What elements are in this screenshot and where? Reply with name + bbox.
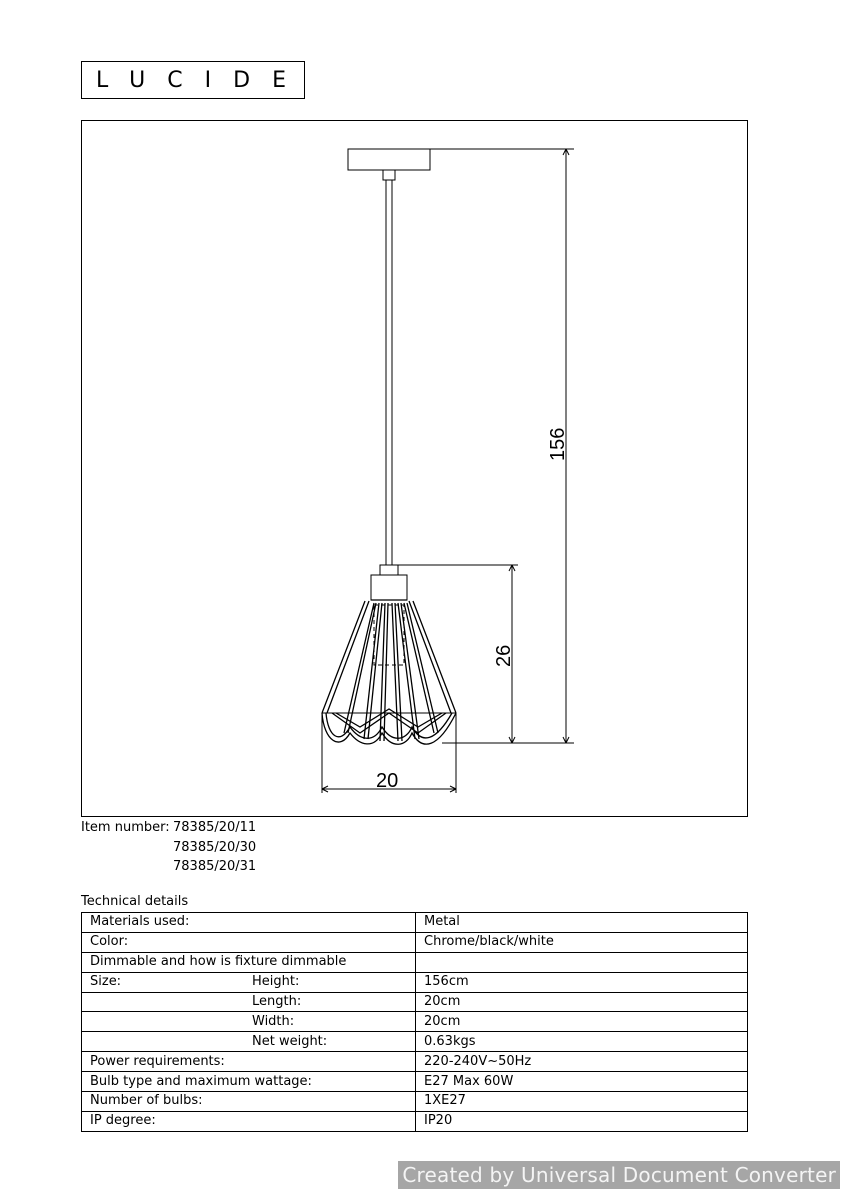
- item-number: 78385/20/31: [173, 859, 257, 874]
- brand-logo: [81, 61, 308, 99]
- dim-label-total-height: 156: [547, 427, 569, 461]
- table-row: Bulb type and maximum wattage: E27 Max 60W: [82, 1072, 748, 1092]
- technical-details-table: [81, 912, 748, 1132]
- pendant-lamp-drawing: [82, 121, 749, 818]
- table-row: Dimmable and how is fixture dimmable: [82, 952, 748, 972]
- lamp-holder: [371, 575, 407, 600]
- item-number-label: Item number:: [81, 820, 170, 835]
- item-number: 78385/20/11: [173, 820, 257, 835]
- table-row: Number of bulbs: 1XE27: [82, 1092, 748, 1112]
- ceiling-canopy: [348, 149, 430, 170]
- lamp-holder-top: [380, 565, 398, 575]
- table-row: Net weight: 0.63kgs: [82, 1032, 748, 1052]
- canopy-connector: [383, 170, 395, 180]
- technical-drawing: [81, 120, 748, 817]
- item-number: 78385/20/30: [173, 839, 257, 855]
- table-row: Color: Chrome/black/white: [82, 932, 748, 952]
- table-row: Width: 20cm: [82, 1012, 748, 1032]
- table-row: Length: 20cm: [82, 992, 748, 1012]
- technical-details-title: Technical details: [81, 894, 189, 909]
- table-row: Materials used: Metal: [82, 913, 748, 933]
- cage-shade: [322, 600, 456, 744]
- table-row: IP degree: IP20: [82, 1111, 748, 1131]
- brand-logo-text: LUCIDE: [96, 67, 308, 93]
- converter-watermark: Created by Universal Document Converter: [398, 1161, 840, 1189]
- dim-label-shade-height: 26: [493, 644, 515, 667]
- dim-label-width: 20: [376, 770, 399, 792]
- table-row: Size: Height: 156cm: [82, 972, 748, 992]
- table-row: Power requirements: 220-240V~50Hz: [82, 1052, 748, 1072]
- item-numbers: [81, 818, 256, 877]
